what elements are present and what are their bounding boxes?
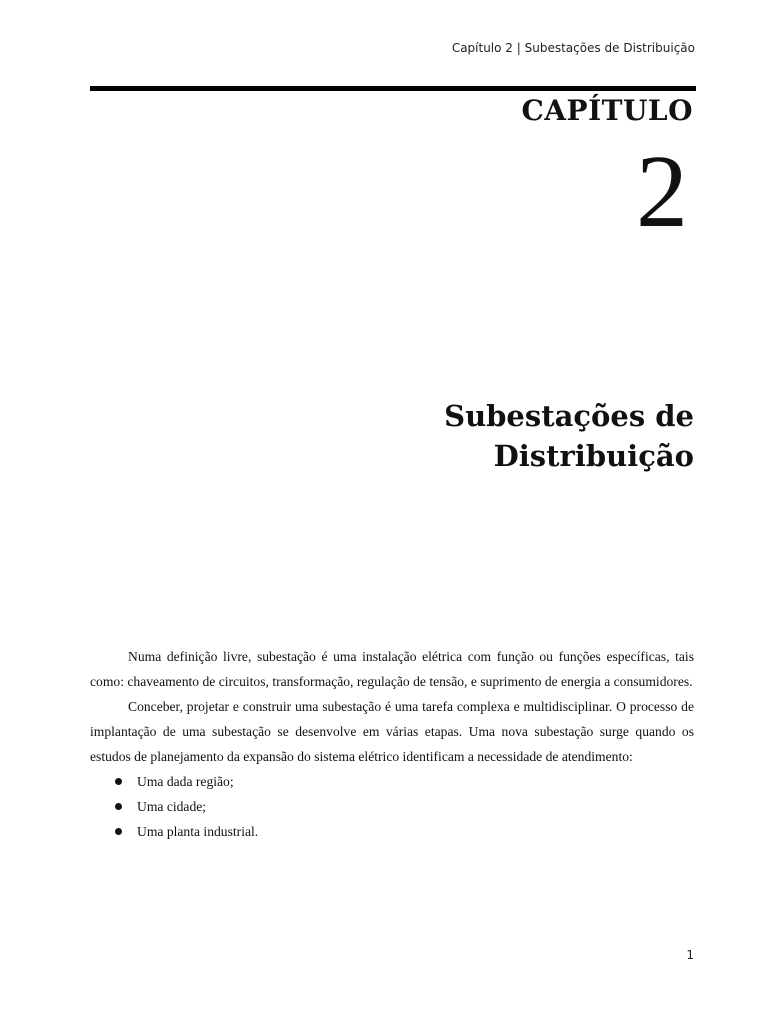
list-item: [90, 794, 694, 819]
chapter-title-line-1: Subestações de: [444, 399, 694, 433]
list-item-text: Uma planta industrial.: [137, 824, 259, 839]
page-number: 1: [686, 948, 694, 962]
bullet-icon: [115, 778, 122, 785]
bullet-list: [90, 769, 694, 844]
running-header: Capítulo 2 | Subestações de Distribuição: [451, 41, 695, 55]
paragraph-design: Conceber, projetar e construir uma subestação é uma tarefa complexa e multidisciplinar. O processo de implantação de uma subestação se desenvolve em várias etapas. Uma nova subestação surge quando os estudos de planejamento da expansão do sistema elétrico identificam a necessidade de atendimento:: [90, 699, 694, 764]
body-text: [90, 644, 694, 844]
paragraph-definition: Numa definição livre, subestação é uma instalação elétrica com função ou funções específicas, tais como: chaveamento de circuitos, transformação, regulação de tensão, e suprimento de energia a consumidores.: [90, 649, 694, 689]
header-rule: [90, 86, 696, 91]
bullet-icon: [115, 803, 122, 810]
bullet-icon: [115, 828, 122, 835]
chapter-label: CAPÍTULO: [521, 94, 693, 127]
list-item-text: Uma dada região;: [137, 774, 234, 789]
chapter-title: [334, 396, 694, 476]
chapter-title-line-2: Distribuição: [493, 439, 694, 473]
list-item: [90, 769, 694, 794]
list-item: [90, 819, 694, 844]
chapter-number: 2: [636, 134, 688, 249]
list-item-text: Uma cidade;: [137, 799, 207, 814]
